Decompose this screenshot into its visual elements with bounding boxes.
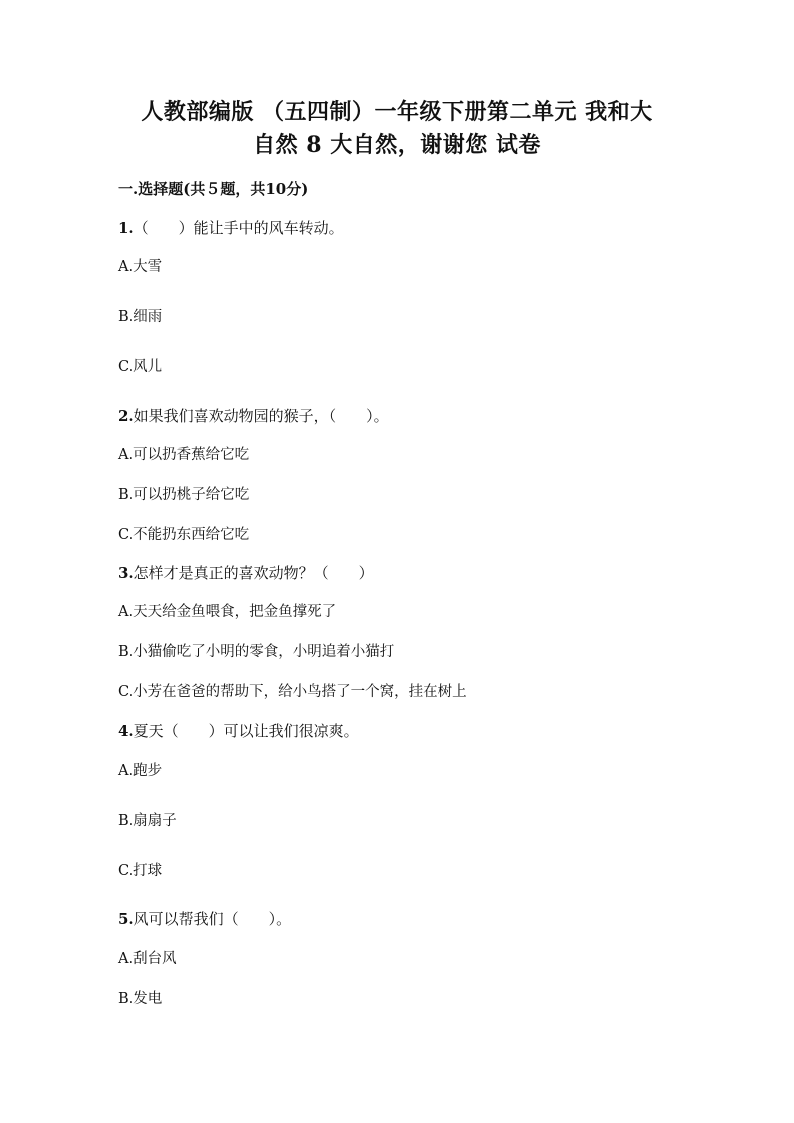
question-3-option-b: B.小猫偷吃了小明的零食，小明追着小猫打 bbox=[118, 644, 395, 660]
document-title-line-1: 人教部编版 （五四制）一年级下册第二单元 我和大 bbox=[141, 99, 653, 125]
question-1-option-c: C.风儿 bbox=[118, 359, 163, 375]
question-4-option-b: B.扇扇子 bbox=[118, 813, 177, 829]
question-2-option-b: B.可以扔桃子给它吃 bbox=[118, 487, 250, 503]
question-3-option-c: C.小芳在爸爸的帮助下，给小鸟搭了一个窝，挂在树上 bbox=[118, 684, 467, 700]
question-5 bbox=[118, 908, 291, 930]
question-number: 3. bbox=[118, 564, 134, 582]
question-text: 怎样才是真正的喜欢动物？（ ） bbox=[133, 564, 374, 582]
question-5-option-a: A.刮台风 bbox=[118, 951, 177, 967]
question-text: 夏天（ ）可以让我们很凉爽。 bbox=[133, 722, 359, 740]
question-3 bbox=[118, 562, 374, 584]
question-number: 4. bbox=[118, 722, 134, 740]
question-number: 2. bbox=[118, 407, 134, 425]
question-4 bbox=[118, 720, 359, 742]
question-2-option-c: C.不能扔东西给它吃 bbox=[118, 527, 250, 543]
question-2-option-a: A.可以扔香蕉给它吃 bbox=[118, 447, 250, 463]
question-2 bbox=[118, 405, 389, 427]
question-number: 1. bbox=[118, 219, 134, 237]
question-number: 5. bbox=[118, 910, 134, 928]
section-heading: 一.选择题(共５题，共10分) bbox=[118, 180, 309, 198]
question-text: （ ）能让手中的风车转动。 bbox=[133, 219, 344, 237]
question-1 bbox=[118, 217, 344, 239]
question-4-option-c: C.打球 bbox=[118, 863, 163, 879]
question-3-option-a: A.天天给金鱼喂食，把金鱼撑死了 bbox=[118, 604, 337, 620]
question-text: 如果我们喜欢动物园的猴子，（ ）。 bbox=[133, 407, 389, 425]
document-title-line-2: 自然 8 大自然，谢谢您 试卷 bbox=[253, 132, 541, 158]
question-1-option-a: A.大雪 bbox=[118, 259, 163, 275]
question-text: 风可以帮我们（ ）。 bbox=[133, 910, 292, 928]
question-1-option-b: B.细雨 bbox=[118, 309, 163, 325]
question-5-option-b: B.发电 bbox=[118, 991, 163, 1007]
question-4-option-a: A.跑步 bbox=[118, 763, 163, 779]
